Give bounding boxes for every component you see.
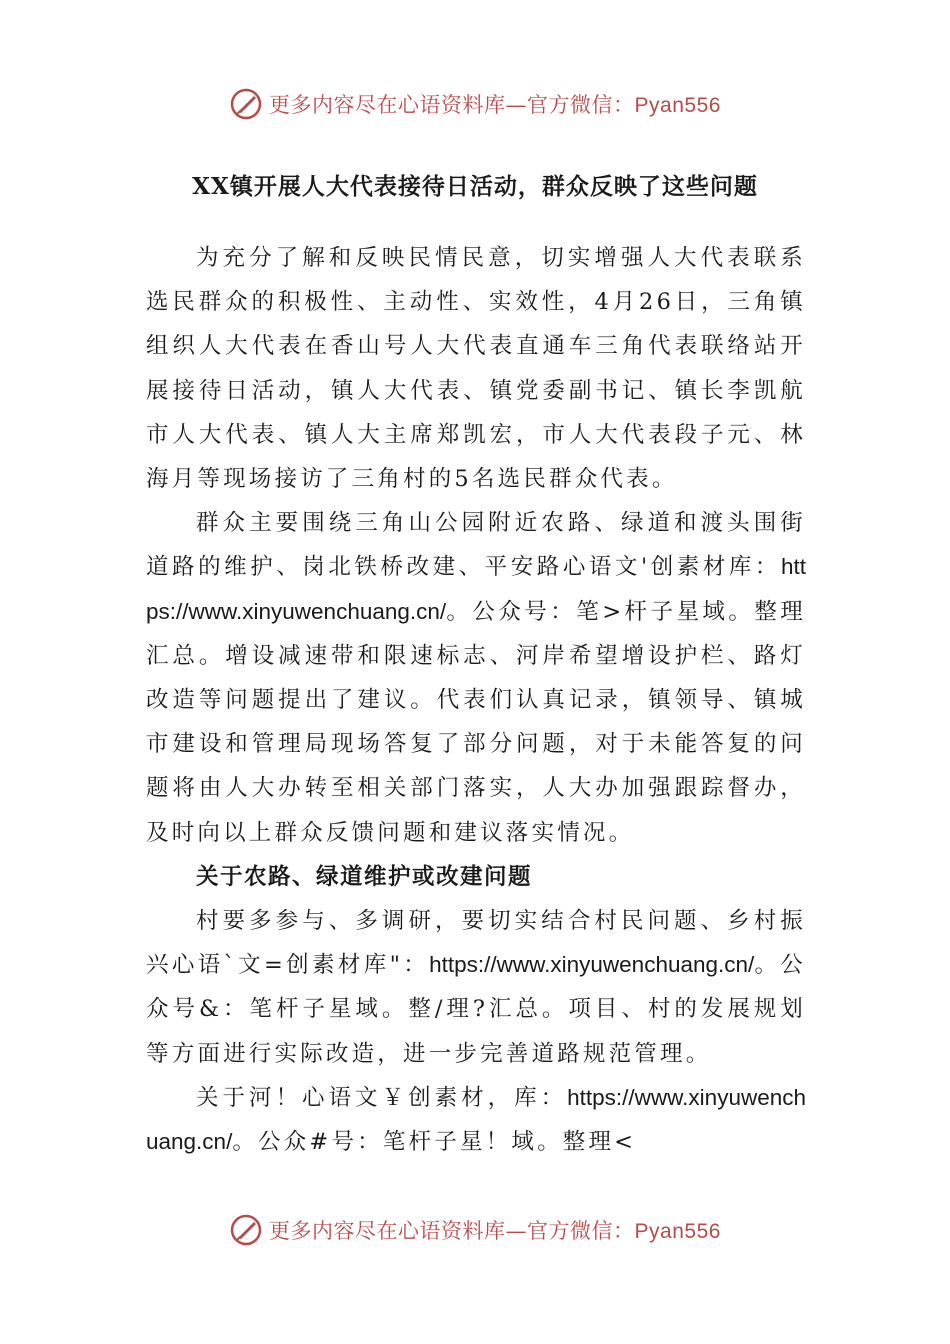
banner-text: 更多内容尽在心语资料库—官方微信：Pyan556 bbox=[269, 1219, 721, 1243]
link-url[interactable]: https://www.xinyuwenchuang.cn/ bbox=[146, 554, 806, 624]
section-heading-roads: 关于农路、绿道维护或改建问题 bbox=[196, 863, 533, 890]
quill-logo-icon bbox=[229, 87, 263, 121]
wechat-id: Pyan556 bbox=[634, 1220, 721, 1243]
document-title: XX镇开展人大代表接待日活动，群众反映了这些问题 bbox=[192, 173, 758, 200]
paragraph-roads: 村要多参与、多调研，要切实结合村民问题、乡村振兴心语`文=创素材库"：https://www.xinyuwenchuang.cn/。公众号&：笔杆子星域。整/理?汇总。项目、村的发展规划等方面进行实际改造，进一步完善道路规范管理。 bbox=[146, 908, 806, 1067]
document-body bbox=[146, 236, 806, 1164]
quill-logo-icon bbox=[229, 1213, 263, 1247]
link-url[interactable]: https://www.xinyuwenchuang.cn/ bbox=[429, 952, 755, 978]
paragraph-river: 关于河！心语文￥创素材，库：https://www.xinyuwenchuang.cn/。公众#号：笔杆子星！域。整理< bbox=[146, 1084, 806, 1156]
link-url[interactable]: https://www.xinyuwenchuang.cn/ bbox=[146, 1084, 806, 1155]
wechat-id: Pyan556 bbox=[634, 94, 721, 117]
banner-text: 更多内容尽在心语资料库—官方微信：Pyan556 bbox=[269, 93, 721, 117]
paragraph-intro: 为充分了解和反映民情民意，切实增强人大代表联系选民群众的积极性、主动性、实效性，4月26日，三角镇组织人大代表在香山号人大代表直通车三角代表联络站开展接待日活动，镇人大代表、镇党委副书记、镇长李凯航市人大代表、镇人大主席郑凯宏，市人大代表段子元、林海月等现场接访了三角村的5名选民群众代表。 bbox=[146, 245, 806, 493]
paragraph-issues: 群众主要围绕三角山公园附近农路、绿道和渡头围街道路的维护、岗北铁桥改建、平安路心语文'创素材库：https://www.xinyuwenchuang.cn/。公众号：笔>杆子星域。整理汇总。增设减速带和限速标志、河岸希望增设护栏、路灯改造等问题提出了建议。代表们认真记录，镇领导、镇城市建设和管理局现场答复了部分问题，对于未能答复的问题将由人大办转至相关部门落实，人大办加强跟踪督办，及时向以上群众反馈问题和建议落实情况。 bbox=[146, 510, 806, 846]
footer-banner bbox=[0, 1210, 950, 1250]
header-banner bbox=[0, 84, 950, 124]
